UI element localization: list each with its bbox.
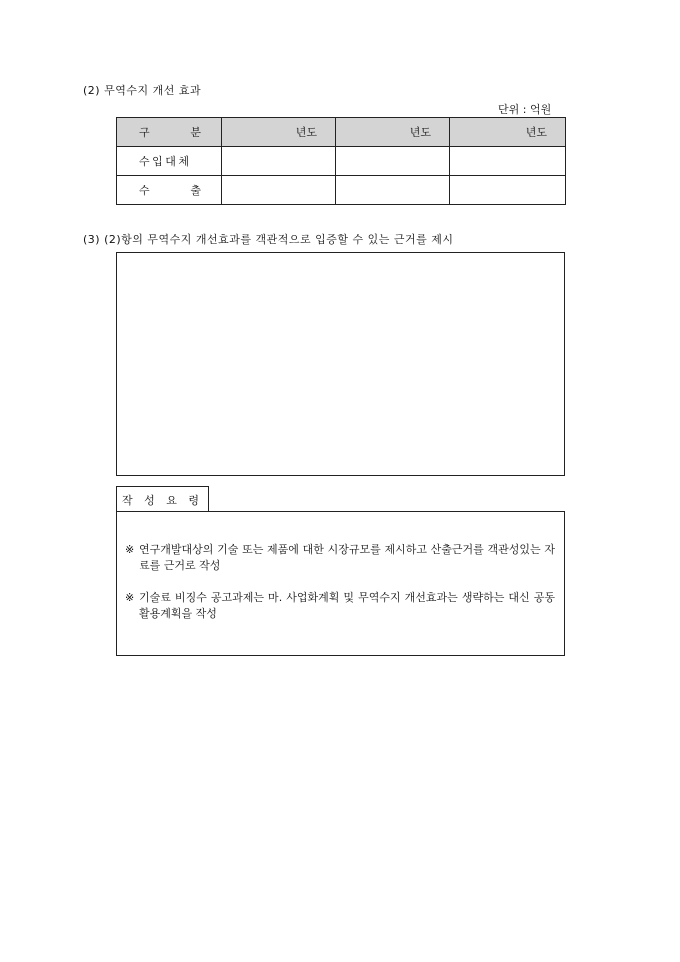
note-text: 기술료 비징수 공고과제는 마. 사업화계획 및 무역수지 개선효과는 생략하는 대신 공동활용계획을 작성	[139, 591, 555, 620]
year-header-1: 년도	[222, 118, 336, 147]
row-label-char: 수	[139, 155, 150, 168]
guide-note-2	[125, 590, 555, 622]
table-cell[interactable]	[222, 176, 336, 205]
table-row-export	[117, 176, 566, 205]
unit-label: 단위 : 억원	[498, 103, 552, 116]
year-header-3: 년도	[450, 118, 566, 147]
section-3-heading: (3) (2)항의 무역수지 개선효과를 객관적으로 입증할 수 있는 근거를 제시	[83, 233, 454, 246]
row-label-char: 체	[178, 155, 189, 168]
category-header-char: 구	[139, 126, 150, 139]
table-header-row	[117, 118, 566, 147]
category-header-char: 분	[190, 126, 201, 139]
table-cell[interactable]	[336, 147, 450, 176]
table-cell[interactable]	[222, 147, 336, 176]
note-text: 연구개발대상의 기술 또는 제품에 대한 시장규모를 제시하고 산출근거를 객관성있는 자료를 근거로 작성	[139, 543, 555, 572]
guide-note-1	[125, 542, 555, 574]
table-cell[interactable]	[336, 176, 450, 205]
row-label-char: 수	[139, 184, 150, 197]
year-header-2: 년도	[336, 118, 450, 147]
row-label-char: 입	[152, 155, 163, 168]
note-mark: ※	[125, 543, 135, 556]
row-label	[117, 147, 222, 176]
writing-guide-box	[116, 511, 565, 656]
row-label-char: 출	[190, 184, 201, 197]
table-row-import-substitution	[117, 147, 566, 176]
writing-guide-tab: 작 성 요 령	[116, 486, 209, 512]
table-cell[interactable]	[450, 176, 566, 205]
row-label-char: 대	[165, 155, 176, 168]
row-label	[117, 176, 222, 205]
evidence-text-box[interactable]	[116, 252, 565, 476]
category-header	[117, 118, 222, 147]
section-2-heading: (2) 무역수지 개선 효과	[83, 84, 202, 97]
table-cell[interactable]	[450, 147, 566, 176]
trade-balance-table	[116, 117, 566, 205]
note-mark: ※	[125, 591, 135, 604]
